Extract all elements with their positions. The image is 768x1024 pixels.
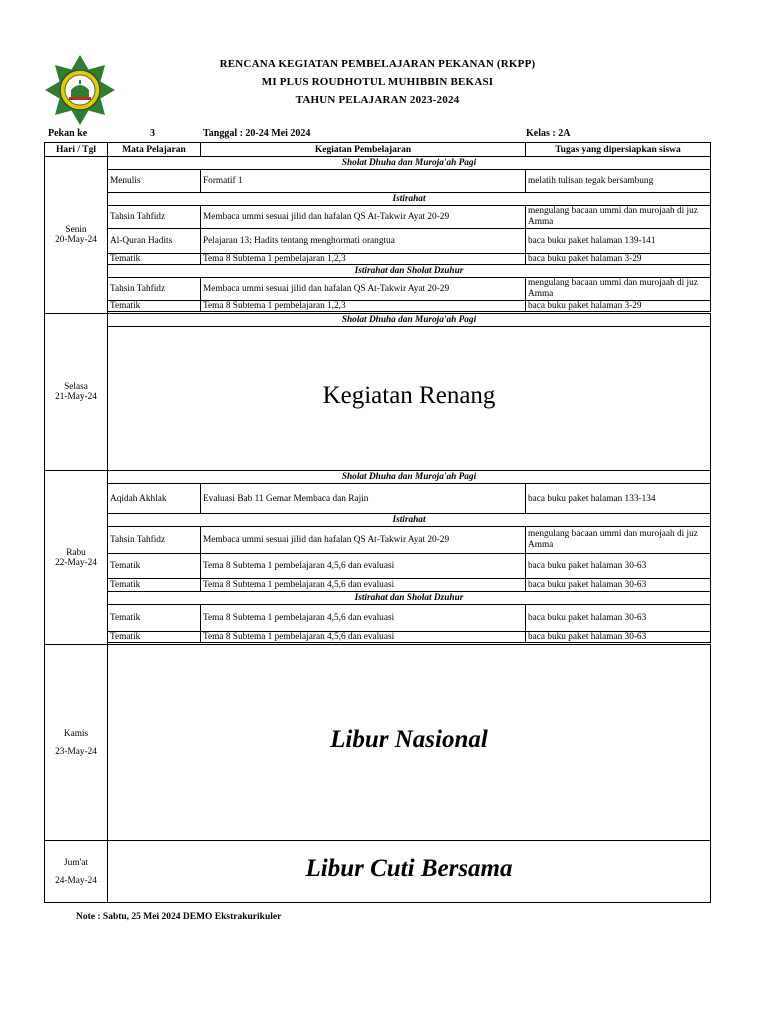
mapel-cell: Tahsin Tahfidz: [108, 278, 201, 301]
kegiatan-cell: Tema 8 Subtema 1 pembelajaran 4,5,6 dan evaluasi: [201, 579, 526, 592]
header-title: RENCANA KEGIATAN PEMBELAJARAN PEKANAN (RKPP): [219, 58, 536, 70]
event-row: Sholat Dhuha dan Muroja'ah Pagi: [108, 314, 711, 327]
mapel-cell: Tematik: [108, 579, 201, 592]
table-row: [45, 592, 711, 605]
tugas-cell: baca buku paket halaman 3-29: [526, 301, 711, 312]
mapel-cell: Tahsin Tahfidz: [108, 206, 201, 229]
event-row: Istirahat: [108, 514, 711, 527]
table-row: [45, 645, 711, 841]
school-logo: [44, 54, 116, 126]
tugas-cell: baca buku paket halaman 30-63: [526, 632, 711, 643]
tugas-cell: mengulang bacaan ummi dan murojaah di juz Amma: [526, 278, 711, 301]
tugas-cell: baca buku paket halaman 30-63: [526, 554, 711, 579]
tugas-cell: baca buku paket halaman 30-63: [526, 579, 711, 592]
kegiatan-cell: Pelajaran 13: Hadits tentang menghormati orangtua: [201, 229, 526, 254]
table-row: [45, 841, 711, 903]
header-school: MI PLUS ROUDHOTUL MUHIBBIN BEKASI: [261, 76, 494, 88]
day-name: Senin: [65, 225, 87, 235]
kegiatan-cell: Membaca ummi sesuai jilid dan hafalan QS At-Takwir Ayat 20-29: [201, 278, 526, 301]
mapel-cell: Tahsin Tahfidz: [108, 527, 201, 554]
table-row: [45, 193, 711, 206]
tugas-cell: baca buku paket halaman 139-141: [526, 229, 711, 254]
kegiatan-cell: Tema 8 Subtema 1 pembelajaran 4,5,6 dan evaluasi: [201, 605, 526, 632]
activity-libur-cuti: Libur Cuti Bersama: [305, 855, 513, 882]
table-row: [45, 278, 711, 301]
mapel-cell: Tematik: [108, 554, 201, 579]
table-row: [45, 301, 711, 312]
table-row: [45, 254, 711, 265]
pekan-label: Pekan ke: [48, 128, 88, 139]
kegiatan-cell: Formatif 1: [201, 170, 526, 193]
table-row: [45, 229, 711, 254]
table-row: [45, 471, 711, 484]
mapel-cell: Aqidah Akhlak: [108, 484, 201, 514]
activity-libur-nasional: Libur Nasional: [330, 726, 488, 753]
mapel-cell: Al-Quran Hadits: [108, 229, 201, 254]
mapel-cell: Tematik: [108, 301, 201, 312]
day-name: Jum'at: [64, 857, 88, 868]
day-date: 23-May-24: [55, 746, 97, 757]
tugas-cell: baca buku paket halaman 30-63: [526, 605, 711, 632]
table-row: [45, 170, 711, 193]
mapel-cell: Tematik: [108, 605, 201, 632]
tanggal-label: Tanggal : 20-24 Mei 2024: [203, 128, 311, 139]
header-year: TAHUN PELAJARAN 2023-2024: [295, 94, 460, 106]
kegiatan-cell: Tema 8 Subtema 1 pembelajaran 1,2,3: [201, 301, 526, 312]
footer-note: Note : Sabtu, 25 Mei 2024 DEMO Ekstrakurikuler: [76, 912, 282, 922]
day-name: Rabu: [66, 547, 86, 558]
tugas-cell: melatih tulisan tegak bersambung: [526, 170, 711, 193]
tugas-cell: mengulang bacaan ummi dan murojaah di juz Amma: [526, 206, 711, 229]
activity-cell: [108, 645, 711, 841]
table-row: [45, 206, 711, 229]
kegiatan-cell: Membaca ummi sesuai jilid dan hafalan QS At-Takwir Ayat 20-29: [201, 527, 526, 554]
day-date: 20-May-24: [55, 235, 97, 245]
event-row: Istirahat: [108, 193, 711, 206]
day-cell-jumat: [45, 841, 108, 903]
kegiatan-cell: Tema 8 Subtema 1 pembelajaran 1,2,3: [201, 254, 526, 265]
table-row: [45, 157, 711, 170]
rkpp-table: [44, 142, 711, 903]
day-cell-senin: [45, 157, 108, 314]
day-cell-kamis: [45, 645, 108, 841]
event-row: Sholat Dhuha dan Muroja'ah Pagi: [108, 157, 711, 170]
col-mapel: Mata Pelajaran: [108, 143, 201, 157]
tugas-cell: baca buku paket halaman 3-29: [526, 254, 711, 265]
activity-renang: Kegiatan Renang: [322, 382, 496, 409]
table-row: [45, 579, 711, 592]
event-row: Istirahat dan Sholat Dzuhur: [108, 265, 711, 278]
table-row: [45, 605, 711, 632]
kegiatan-cell: Tema 8 Subtema 1 pembelajaran 4,5,6 dan evaluasi: [201, 554, 526, 579]
day-name: Selasa: [64, 382, 88, 392]
pekan-value: 3: [150, 128, 155, 139]
table-row: [45, 314, 711, 327]
day-cell-selasa: [45, 314, 108, 471]
kelas-label: Kelas : 2A: [526, 128, 571, 139]
table-row: [45, 484, 711, 514]
day-cell-rabu: [45, 471, 108, 645]
tugas-cell: mengulang bacaan ummi dan murojaah di juz Amma: [526, 527, 711, 554]
kegiatan-cell: Membaca ummi sesuai jilid dan hafalan QS At-Takwir Ayat 20-29: [201, 206, 526, 229]
event-row: Istirahat dan Sholat Dzuhur: [108, 592, 711, 605]
day-name: Kamis: [63, 728, 89, 739]
tugas-cell: baca buku paket halaman 133-134: [526, 484, 711, 514]
activity-cell: [108, 327, 711, 471]
logo-base: [69, 97, 91, 100]
mapel-cell: Tematik: [108, 632, 201, 643]
col-kegiatan: Kegiatan Pembelajaran: [201, 143, 526, 157]
table-header-row: [45, 143, 711, 157]
col-hari: Hari / Tgl: [45, 143, 108, 157]
event-row: Sholat Dhuha dan Muroja'ah Pagi: [108, 471, 711, 484]
table-row: [45, 514, 711, 527]
mapel-cell: Menulis: [108, 170, 201, 193]
table-row: [45, 265, 711, 278]
kegiatan-cell: Tema 8 Subtema 1 pembelajaran 4,5,6 dan evaluasi: [201, 632, 526, 643]
col-tugas: Tugas yang dipersiapkan siswa: [526, 143, 711, 157]
table-row: [45, 554, 711, 579]
day-date: 21-May-24: [55, 392, 97, 402]
mapel-cell: Tematik: [108, 254, 201, 265]
table-row: [45, 327, 711, 471]
table-row: [45, 632, 711, 643]
activity-cell: [108, 841, 711, 903]
day-date: 24-May-24: [55, 875, 97, 886]
day-date: 22-May-24: [55, 557, 97, 568]
table-row: [45, 527, 711, 554]
kegiatan-cell: Evaluasi Bab 11 Gemar Membaca dan Rajin: [201, 484, 526, 514]
